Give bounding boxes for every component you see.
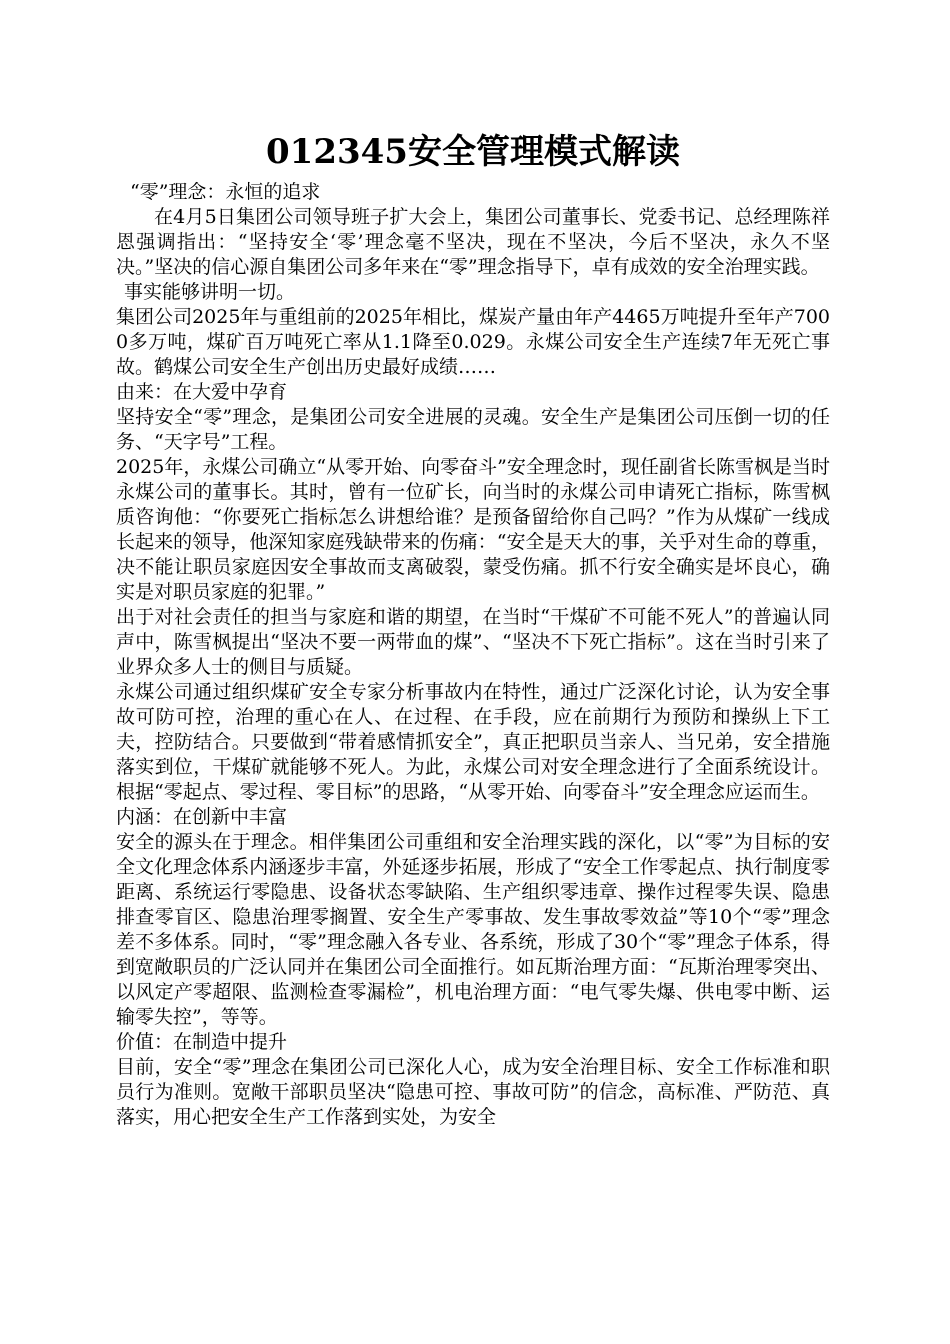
paragraph-current: 目前，安全“零”理念在集团公司已深化人心，成为安全治理目标、安全工作标准和职员行为准则。宽敞干部职员坚决“隐患可控、事故可防”的信念，高标准、严防范、真落实，用心把安全生产工作落到实处，为安全	[116, 1056, 830, 1128]
section-heading-value: 价值：在制造中提升	[116, 1031, 288, 1053]
paragraph-source: 安全的源头在于理念。相伴集团公司重组和安全治理实践的深化，以“零”为目标的安全文化理念体系内涵逐步丰富，外延逐步拓展，形成了“安全工作零起点、执行制度零距离、系统运行零隐患、设备状态零缺陷、生产组织零违章、操作过程零失误、隐患排查零盲区、隐患治理零搁置、安全生产零事故、发生事故零效益”等10个“零”理念差不多体系。同时，“零”理念融入各专业、各系统，形成了30个“零”理念子体系，得到宽敞职员的广泛认同并在集团公司全面推行。如瓦斯治理方面：“瓦斯治理零突出、以风定产零超限、监测检查零漏检”，机电治理方面：“电气零失爆、供电零中断、运输零失控”，等等。	[116, 831, 830, 1028]
paragraph-facts: 事实能够讲明一切。	[124, 281, 296, 303]
paragraph-meeting: 在4月5日集团公司领导班子扩大会上，集团公司董事长、党委书记、总经理陈祥恩强调指出：“坚持安全‘零’理念毫不坚决，现在不坚决，今后不坚决，永久不坚决。”坚决的信心源自集团公司多年来在“零”理念指导下，卓有成效的安全治理实践。	[116, 206, 830, 278]
paragraph-production: 集团公司2025年与重组前的2025年相比，煤炭产量由年产4465万吨提升至年产7000多万吨，煤矿百万吨死亡率从1.1降至0.029。永煤公司安全生产连续7年无死亡事故。鹤煤公司安全生产创出历史最好成绩……	[116, 306, 830, 378]
section-heading-origin: 由来：在大爱中孕育	[116, 381, 288, 403]
paragraph-2025: 2025年，永煤公司确立“从零开始、向零奋斗”安全理念时，现任副省长陈雪枫是当时永煤公司的董事长。其时，曾有一位矿长，向当时的永煤公司申请死亡指标，陈雪枫质咨询他：“你要死亡指标怎么讲想给谁？是预备留给你自己吗？”作为从煤矿一线成长起来的领导，他深知家庭残缺带来的伤痛：“安全是天大的事，关乎对生命的尊重，决不能让职员家庭因安全事故而支离破裂，蒙受伤痛。抓不行安全确实是坏良心，确实是对职员家庭的犯罪。”	[116, 456, 830, 603]
paragraph-soul: 坚持安全“零”理念，是集团公司安全进展的灵魂。安全生产是集团公司压倒一切的任务、“天字号”工程。	[116, 406, 830, 453]
section-heading-connotation: 内涵：在创新中丰富	[116, 806, 288, 828]
paragraph-analysis: 永煤公司通过组织煤矿安全专家分析事故内在特性，通过广泛深化讨论，认为安全事故可防可控，治理的重心在人、在过程、在手段，应在前期行为预防和操纵上下工夫，控防结合。只要做到“带着感情抓安全”，真正把职员当亲人、当兄弟，安全措施落实到位，干煤矿就能够不死人。为此，永煤公司对安全理念进行了全面系统设计。根据“零起点、零过程、零目标”的思路，“从零开始、向零奋斗”安全理念应运而生。	[116, 681, 830, 803]
paragraph-responsibility: 出于对社会责任的担当与家庭和谐的期望，在当时“干煤矿不可能不死人”的普遍认同声中，陈雪枫提出“坚决不要一两带血的煤”、“坚决不下死亡指标”。这在当时引来了业界众多人士的侧目与质疑。	[116, 606, 830, 678]
section-heading-zero-concept: “零”理念：永恒的追求	[130, 181, 321, 203]
document-page	[116, 124, 830, 1130]
document-title: 012345安全管理模式解读	[266, 132, 680, 172]
